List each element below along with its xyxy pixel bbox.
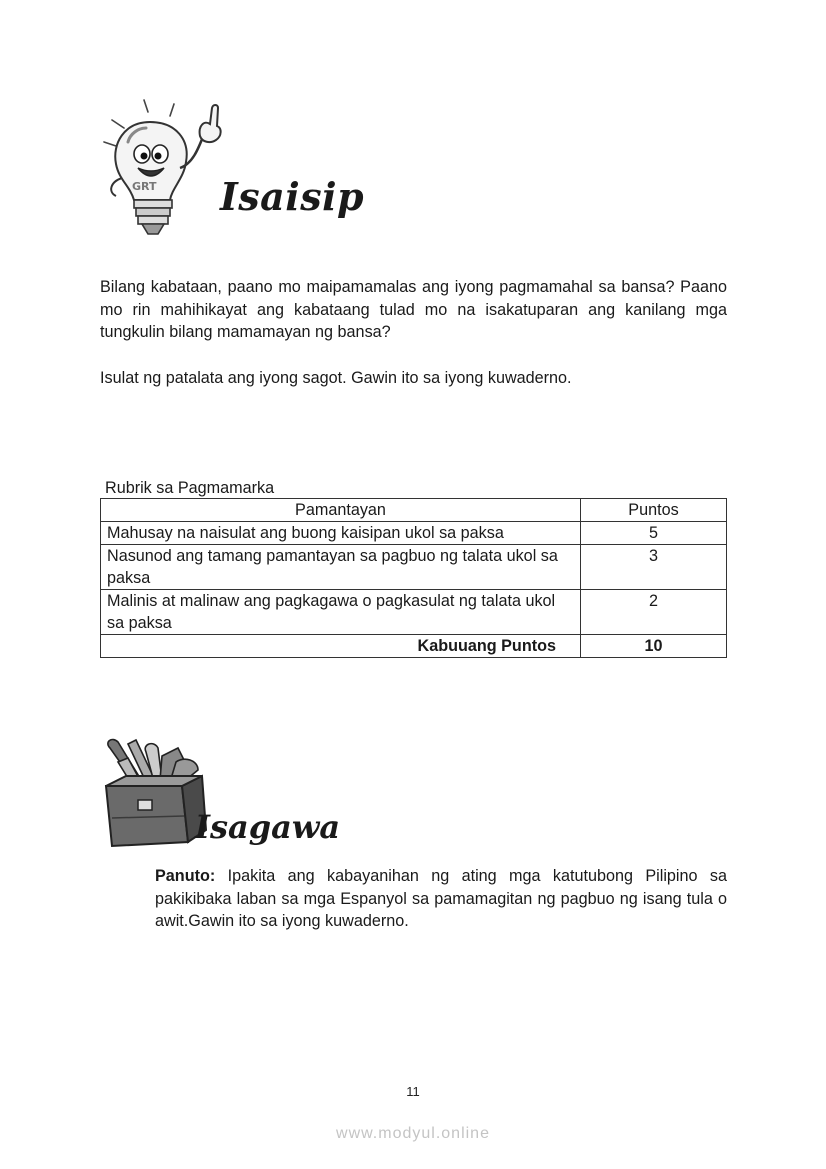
- watermark: www.modyul.online: [336, 1125, 490, 1142]
- rubric-header-row: [101, 499, 727, 522]
- section-title-isagawa: Isagawa: [195, 808, 341, 846]
- table-row: [101, 522, 727, 545]
- svg-text:GRT: GRT: [132, 180, 157, 193]
- question-paragraph: Bilang kabataan, paano mo maipamamalas ang iyong pagmamahal sa bansa? Paano mo rin mahihikayat ang kabataang tulad mo na isakatuparan ang kanilang mga tungkulin bilang mamamayan ng bansa?: [100, 278, 727, 341]
- section-title-isaisip: Isaisip: [220, 174, 365, 219]
- rubric-criterion: Mahusay na naisulat ang buong kaisipan ukol sa paksa: [101, 522, 581, 545]
- page-number: 11: [406, 1084, 420, 1099]
- rubric-total-label: Kabuuang Puntos: [101, 635, 581, 658]
- rubric-header-criterion: Pamantayan: [101, 499, 581, 522]
- instruction-paragraph: Isulat ng patalata ang iyong sagot. Gawin ito sa iyong kuwaderno.: [100, 369, 572, 387]
- table-row: [101, 545, 727, 590]
- panuto-text: Ipakita ang kabayanihan ng ating mga katutubong Pilipino sa pakikibaka laban sa mga Espanyol sa pamamagitan ng pagbuo ng isang tula o awit.Gawin ito sa iyong kuwaderno.: [155, 867, 727, 930]
- panuto-label: Panuto:: [155, 867, 216, 885]
- rubric-total-row: [101, 635, 727, 658]
- rubric-points: 5: [581, 522, 727, 545]
- panuto-paragraph: [155, 865, 727, 933]
- rubric-header-points: Puntos: [581, 499, 727, 522]
- table-row: [101, 590, 727, 635]
- rubric-criterion: Malinis at malinaw ang pagkagawa o pagkasulat ng talata ukol sa paksa: [101, 590, 581, 635]
- rubric-caption: Rubrik sa Pagmamarka: [105, 479, 275, 497]
- rubric-points: 3: [581, 545, 727, 590]
- rubric-criterion: Nasunod ang tamang pamantayan sa pagbuo ng talata ukol sa paksa: [101, 545, 581, 590]
- rubric-points: 2: [581, 590, 727, 635]
- rubric-table: [100, 498, 727, 658]
- lightbulb-mascot-icon: [100, 98, 228, 240]
- rubric-total-points: 10: [581, 635, 727, 658]
- toolbox-icon: [98, 738, 208, 850]
